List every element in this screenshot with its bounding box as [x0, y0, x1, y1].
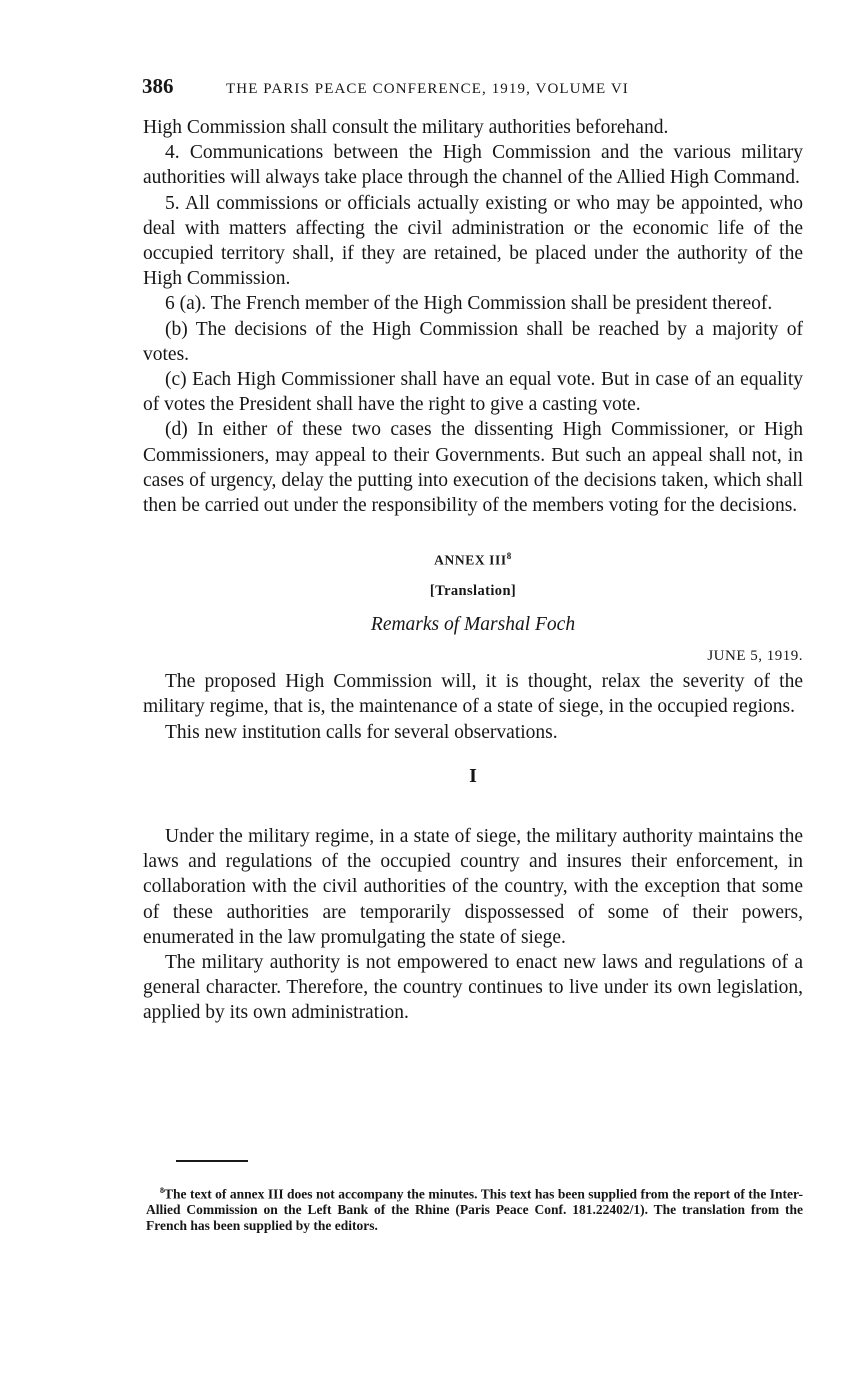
annex-intro-observations: This new institution calls for several observations.: [165, 721, 558, 743]
page-number: 386: [142, 74, 174, 98]
annex-date: JUNE 5, 1919.: [707, 647, 803, 664]
page-header: [142, 74, 802, 99]
section-paragraph-1: Under the military regime, in a state of siege, the military authority maintains the laws and regulations of the occupied country and insures their enforcement, in collaboration with the civil authorities of the country, with the exception that some of these authorities are temporarily dispossessed of some of their powers, enumerated in the law promulgating the state of siege.: [143, 825, 803, 948]
paragraph-item-5: 5. All commissions or officials actually existing or who may be appointed, who deal with matters affecting the civil administration or the economic life of the occupied territory shall, if they are retained, be placed under the authority of the High Commission.: [143, 192, 803, 290]
paragraph-item-4: 4. Communications between the High Commission and the various military authorities will always take place through the channel of the Allied High Command.: [143, 142, 803, 189]
footnote-text: The text of annex III does not accompany the minutes. This text has been supplied from the report of the Inter-Allied Commission on the Left Bank of the Rhine (Paris Peace Conf. 181.22402/1). The translation from the French has been supplied by the editors.: [146, 1186, 803, 1233]
paragraph-item-6c: (c) Each High Commissioner shall have an equal vote. But in case of an equality of votes the President shall have the right to give a casting vote.: [143, 369, 803, 416]
annex-heading-text: ANNEX III: [434, 552, 507, 568]
annex-title: Remarks of Marshal Foch: [370, 613, 576, 635]
running-title: THE PARIS PEACE CONFERENCE, 1919, VOLUME VI: [226, 81, 629, 97]
footnote-marker: 8: [160, 1185, 164, 1195]
body-text: [143, 115, 803, 1026]
paragraph-item-6d: (d) In either of these two cases the dissenting High Commissioner, or High Commissioners, may appeal to their Governments. But such an appeal shall not, in cases of urgency, delay the putting into execution of the decisions taken, which shall then be carried out under the responsibility of the members voting for the decisions.: [143, 419, 803, 517]
paragraph-item-6b: (b) The decisions of the High Commission shall be reached by a majority of votes.: [143, 318, 803, 365]
footnote: [146, 1183, 803, 1235]
annex-footnote-marker: 8: [506, 551, 512, 562]
annex-heading: [143, 545, 803, 572]
paragraph-item-6a: 6 (a). The French member of the High Commission shall be president thereof.: [165, 293, 773, 315]
section-paragraph-2: The military authority is not empowered to enact new laws and regulations of a general character. Therefore, the country continues to live under its own legislation, applied by its own administration.: [143, 951, 803, 1024]
paragraph-continuation: High Commission shall consult the military authorities beforehand.: [143, 117, 669, 138]
section-number: I: [469, 764, 477, 787]
footnote-divider: [176, 1160, 248, 1162]
annex-intro-paragraph: The proposed High Commission will, it is thought, relax the severity of the military regime, that is, the maintenance of a state of siege, in the occupied regions.: [143, 671, 803, 718]
translation-label: [Translation]: [429, 582, 517, 599]
annex-date-line: [143, 642, 803, 669]
